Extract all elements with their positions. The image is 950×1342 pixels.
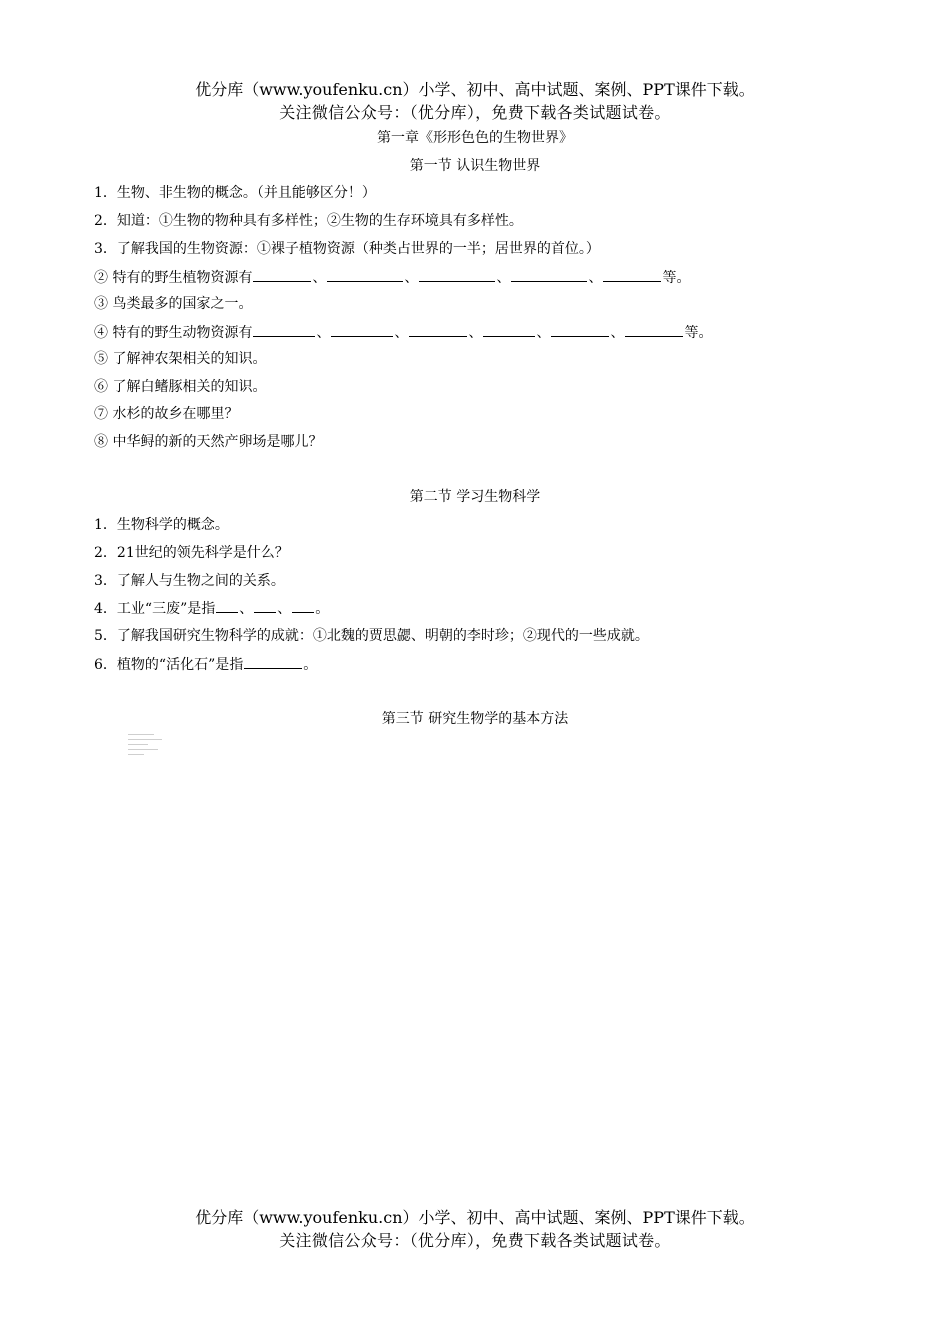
wild-plants-prefix: ② 特有的野生植物资源有 xyxy=(94,270,253,286)
fill-blank[interactable] xyxy=(254,598,276,613)
wild-animals-prefix: ④ 特有的野生动物资源有 xyxy=(94,325,253,341)
section2-item-1: 1．生物科学的概念。 xyxy=(94,517,229,533)
footer-wechat-line: 关注微信公众号：（优分库），免费下载各类试题试卷。 xyxy=(279,1231,671,1250)
section1-item-wild-animals: ④ 特有的野生动物资源有 、 、 、 、 、 等。 xyxy=(94,322,712,343)
fill-blank[interactable] xyxy=(253,322,315,337)
section1-item-2: 2．知道：①生物的物种具有多样性；②生物的生存环境具有多样性。 xyxy=(94,213,523,229)
living-fossil-suffix: 。 xyxy=(303,657,318,673)
section1-item-baiji: ⑥ 了解白鳍豚相关的知识。 xyxy=(94,379,267,395)
section1-item-wild-plants: ② 特有的野生植物资源有 、 、 、 、 等。 xyxy=(94,267,690,288)
fill-blank[interactable] xyxy=(603,267,661,282)
section2-item-three-wastes: 4．工业“三废”是指 、 、 。 xyxy=(94,598,329,619)
fill-blank[interactable] xyxy=(625,322,683,337)
header-promo-line: 优分库（www.youfenku.cn）小学、初中、高中试题、案例、PPT课件下载。 xyxy=(195,80,755,99)
fill-blank[interactable] xyxy=(551,322,609,337)
fill-blank[interactable] xyxy=(331,322,393,337)
page-header xyxy=(0,78,950,124)
section1-item-metasequoia: ⑦ 水杉的故乡在哪里？ xyxy=(94,406,239,422)
fill-blank[interactable] xyxy=(483,322,535,337)
section2-item-3: 3．了解人与生物之间的关系。 xyxy=(94,573,285,589)
section1-item-birds: ③ 鸟类最多的国家之一。 xyxy=(94,296,253,312)
section1-item-1: 1．生物、非生物的概念。（并且能够区分！） xyxy=(94,185,376,201)
section2-item-living-fossil xyxy=(94,654,317,675)
section2-title: 第二节 学习生物科学 xyxy=(409,489,541,505)
fill-blank[interactable] xyxy=(409,322,467,337)
fill-blank[interactable] xyxy=(511,267,587,282)
fill-blank[interactable] xyxy=(253,267,311,282)
fill-blank[interactable] xyxy=(292,598,314,613)
fill-blank[interactable] xyxy=(419,267,495,282)
section1-title: 第一节 认识生物世界 xyxy=(409,158,541,174)
living-fossil-prefix: 6．植物的“活化石”是指 xyxy=(94,657,244,673)
footer-promo-line: 优分库（www.youfenku.cn）小学、初中、高中试题、案例、PPT课件下载。 xyxy=(195,1208,755,1227)
fill-blank[interactable] xyxy=(327,267,403,282)
page-footer xyxy=(0,1206,950,1252)
wild-plants-suffix: 等。 xyxy=(662,270,691,286)
fill-blank[interactable] xyxy=(244,654,302,669)
three-wastes-prefix: 4．工业“三废”是指 xyxy=(94,601,216,617)
wild-animals-suffix: 等。 xyxy=(684,325,713,341)
section2-item-2: 2．21世纪的领先科学是什么？ xyxy=(94,545,289,561)
section1-item-shennongjia: ⑤ 了解神农架相关的知识。 xyxy=(94,351,267,367)
section1-item-sturgeon: ⑧ 中华鲟的新的天然产卵场是哪儿？ xyxy=(94,434,323,450)
faint-scan-mark xyxy=(128,730,164,762)
section1-item-3: 3．了解我国的生物资源：①裸子植物资源（种类占世界的一半；居世界的首位。） xyxy=(94,241,600,257)
chapter-title: 第一章《形形色色的生物世界》 xyxy=(377,130,573,146)
header-wechat-line: 关注微信公众号：（优分库），免费下载各类试题试卷。 xyxy=(279,103,671,122)
section2-item-achievements: 5．了解我国研究生物科学的成就：①北魏的贾思勰、明朝的李时珍；②现代的一些成就。 xyxy=(94,628,649,644)
fill-blank[interactable] xyxy=(216,598,238,613)
section3-title: 第三节 研究生物学的基本方法 xyxy=(381,711,569,727)
three-wastes-suffix: 。 xyxy=(315,601,330,617)
